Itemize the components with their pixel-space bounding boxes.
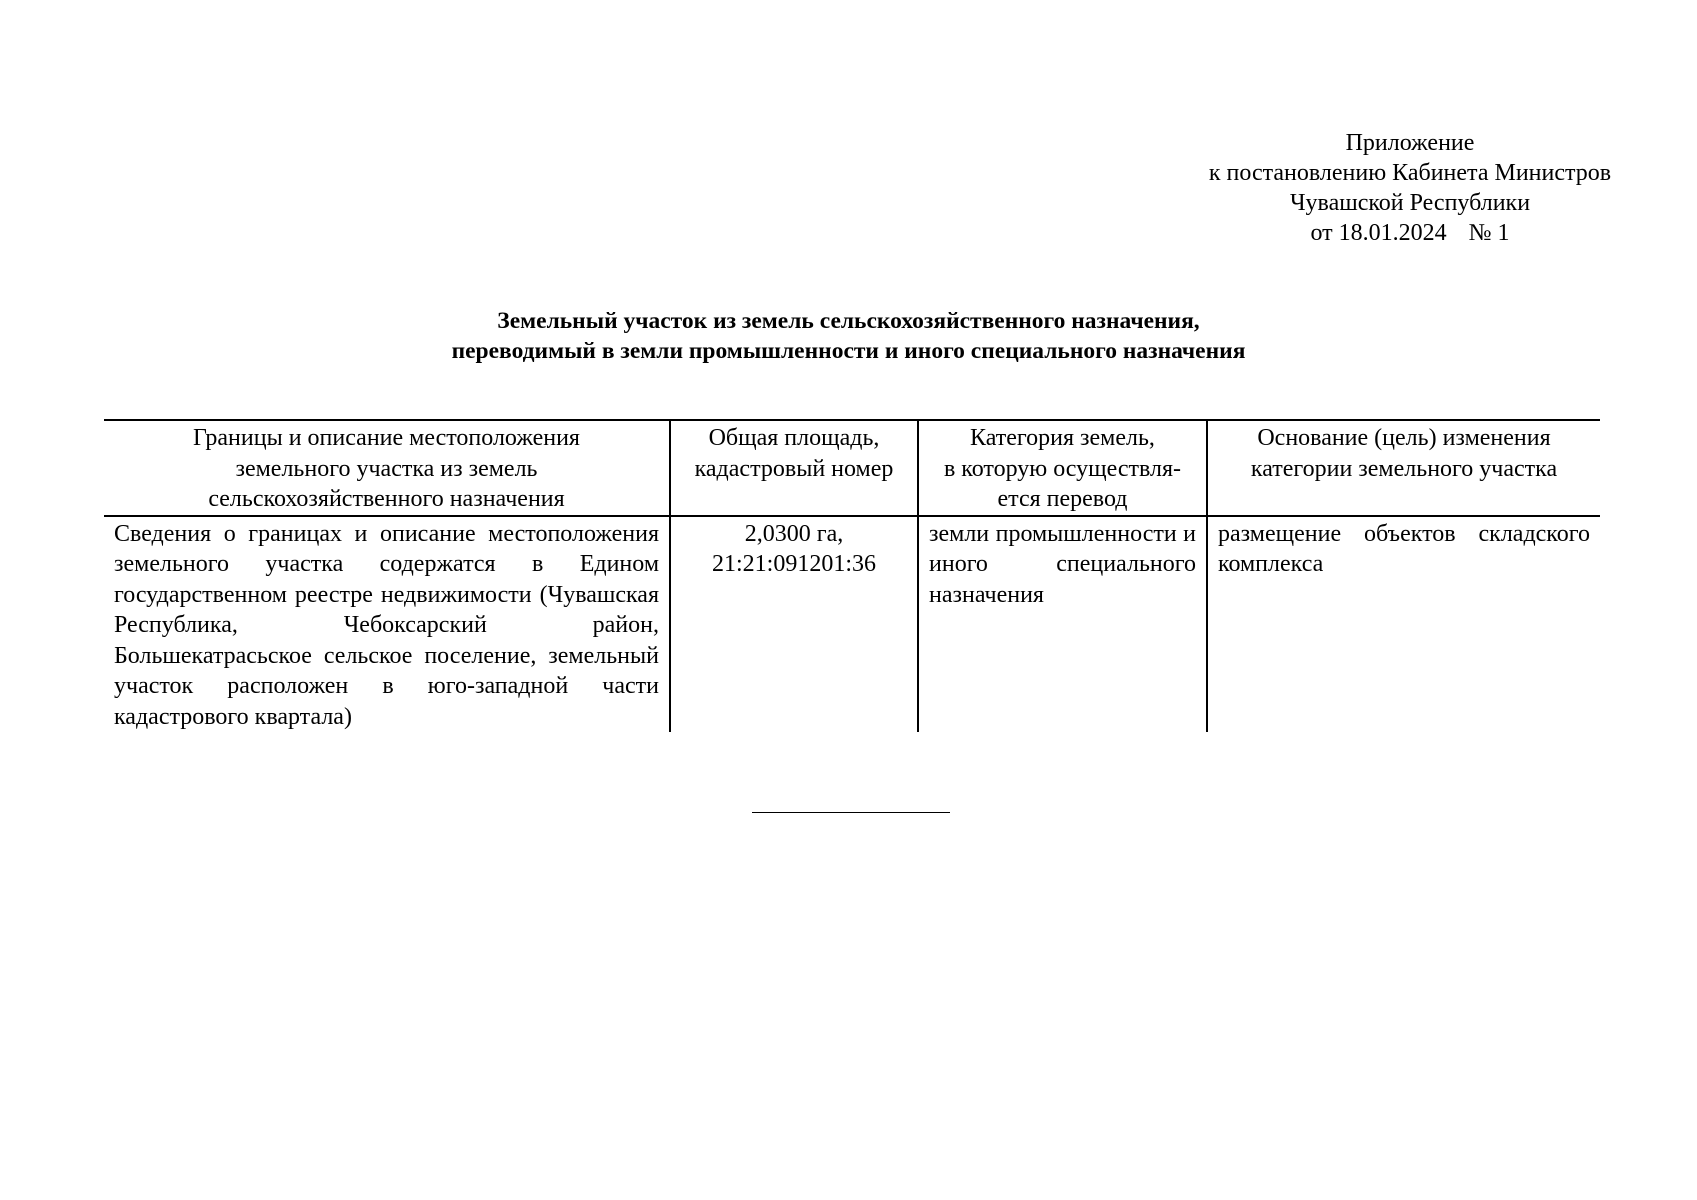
land-plot-table xyxy=(104,419,1600,732)
table-header-row xyxy=(104,420,1600,516)
appendix-date-line xyxy=(1100,218,1697,248)
header-area: Общая площадь, кадастровый номер xyxy=(670,420,918,516)
cell-description: Сведения о границах и описание местоположения земельного участка содержатся в Едином государственном реестре недвижимости (Чувашская Республика, Чебоксарский район, Большекатрасьское сельское поселение, земельный участок расположен в юго-западной части кадастрового квартала) xyxy=(104,516,670,733)
appendix-block xyxy=(1100,128,1697,248)
table-row xyxy=(104,516,1600,733)
header-reason: Основание (цель) изменения категории земельного участка xyxy=(1207,420,1600,516)
appendix-decree-line: к постановлению Кабинета Министров xyxy=(1208,160,1612,186)
end-divider-line xyxy=(752,812,950,813)
document-title xyxy=(0,306,1697,366)
header-boundaries: Границы и описание местоположения земельного участка из земель сельскохозяйственного назначения xyxy=(104,420,670,516)
appendix-date: от 18.01.2024 xyxy=(1310,220,1447,246)
cell-area: 2,0300 га, xyxy=(744,520,844,547)
appendix-number: № 1 xyxy=(1468,220,1510,246)
cell-reason: размещение объектов складского комплекса xyxy=(1207,516,1600,733)
cell-category: земли промышленности и иного специального назначения xyxy=(918,516,1207,733)
cell-cadastral-number: 21:21:091201:36 xyxy=(711,551,876,577)
document-title-line-1: Земельный участок из земель сельскохозяйственного назначения, xyxy=(497,308,1200,334)
cell-area-cadastral xyxy=(670,516,918,733)
document-title-line-2: переводимый в земли промышленности и иного специального назначения xyxy=(451,338,1246,364)
header-category: Категория земель, в которую осуществля- ется перевод xyxy=(918,420,1207,516)
appendix-title: Приложение xyxy=(1345,130,1475,156)
appendix-republic-line: Чувашской Республики xyxy=(1289,190,1531,216)
